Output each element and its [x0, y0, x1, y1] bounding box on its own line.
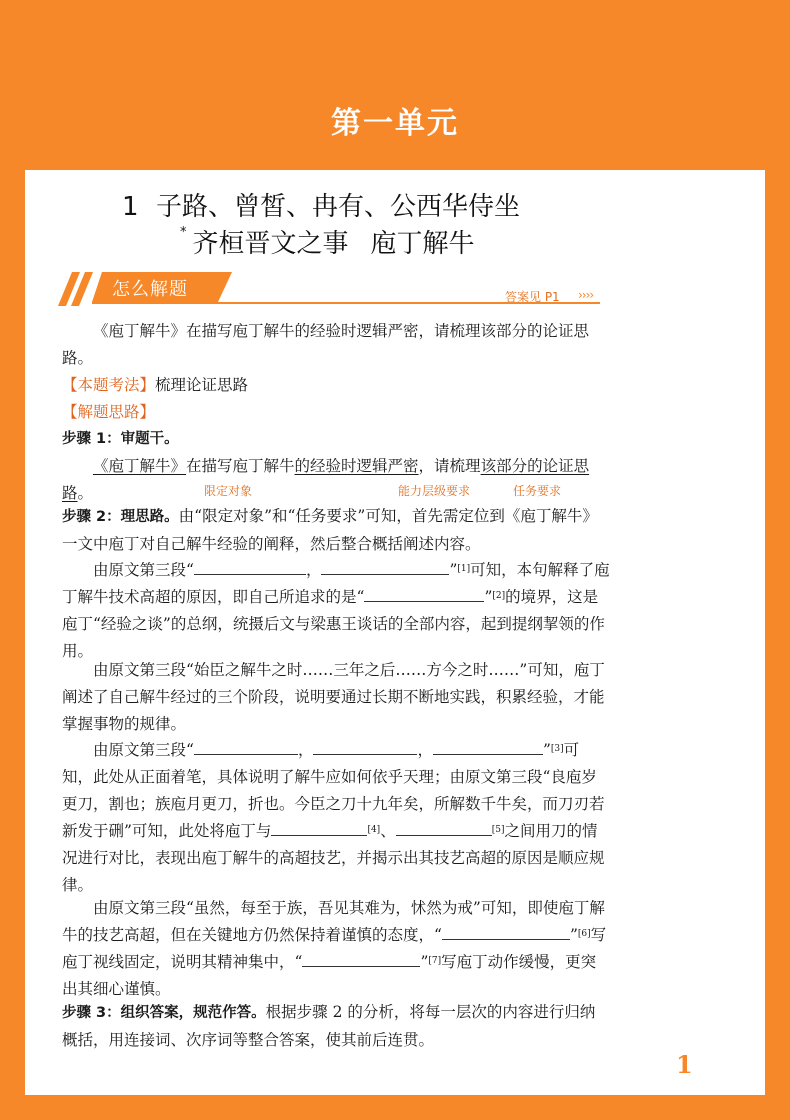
step1-text: 《庖丁解牛》在描写庖丁解牛的经验时逻辑严密，请梳理该部分的论证思路。	[62, 457, 590, 502]
label-task: 任务要求	[513, 484, 562, 498]
blank-6[interactable]	[442, 923, 570, 940]
approach-line	[62, 399, 610, 426]
question-text: 《庖丁解牛》在描写庖丁解牛的经验时逻辑严密，请梳理该部分的论证思路。	[62, 322, 590, 367]
answer-reference: 答案见 P1	[505, 290, 560, 304]
blank-4[interactable]	[271, 819, 367, 836]
method-text: 梳理论证思路	[155, 376, 249, 394]
step1-title: 步骤 1：审题干。	[62, 431, 179, 447]
blank-5[interactable]	[396, 819, 492, 836]
lesson-title-line1	[122, 186, 520, 223]
page-number: 1	[676, 1050, 693, 1079]
paragraph-3: 由原文第三段“ ， ， ”[3]可知，此处从正面着笔，具体说明了解牛应如何依乎天理；由原文第三段“良庖岁更刀，割也；族庖月更刀，折也。今臣之刀十九年矣，所解数千牛矣，而刀刃若新发于硎”可知，此处将庖丁与 [4]、 [5]之间用刀的情况进行对比，表现出庖丁解牛的高超技艺，并揭示出其技艺高超的原因是顺应规律。	[62, 737, 610, 899]
blank-3b[interactable]	[313, 738, 417, 755]
blank-7[interactable]	[302, 950, 420, 967]
step2-line	[62, 503, 610, 558]
lesson-number: 1	[122, 192, 139, 222]
lesson-title-2a: 齐桓晋文之事	[192, 229, 349, 259]
footnote-7: [7]	[428, 956, 442, 966]
paragraph-1: 由原文第三段“ ， ”[1]可知，本句解释了庖丁解牛技术高超的原因，即自己所追求的是“ ”[2]的境界，这是庖丁“经验之谈”的总纲，统摄后文与梁惠王谈话的全部内容，起到提纲挈领的作用。	[62, 557, 610, 665]
paragraph-2: 由原文第三段“始臣之解牛之时……三年之后……方今之时……”可知，庖丁阐述了自己解牛经过的三个阶段，说明要通过长期不断地实践，积累经验，才能掌握事物的规律。	[62, 661, 605, 733]
footnote-5: [5]	[491, 825, 505, 835]
step2-title: 步骤 2：理思路。	[62, 509, 179, 525]
label-ability: 能力层级要求	[398, 484, 471, 498]
approach-tag: 【解题思路】	[62, 403, 156, 421]
step1-task: 该部分的论证思路	[62, 457, 590, 502]
blank-1a[interactable]	[194, 558, 306, 575]
footnote-6: [6]	[577, 929, 591, 939]
step2-text: 由“限定对象”和“任务要求”可知，首先需定位到《庖丁解牛》一文中庖丁对自己解牛经验的阐释，然后整合概括阐述内容。	[62, 507, 598, 553]
stripes-decoration	[58, 272, 98, 306]
lesson-title-1: 子路、曾皙、冉有、公西华侍坐	[156, 192, 521, 222]
blank-2[interactable]	[364, 585, 484, 602]
footnote-2: [2]	[492, 591, 506, 601]
step3-title: 步骤 3：组织答案，规范作答。	[62, 1005, 266, 1021]
step3-text: 根据步骤 2 的分析，将每一层次的内容进行归纳概括，用连接词、次序词等整合答案，使其前后连贯。	[62, 1003, 596, 1049]
paragraph-4: 由原文第三段“虽然，每至于族，吾见其难为，怵然为戒”可知，即使庖丁解牛的技艺高超，但在关键地方仍然保持着谨慎的态度，“ ”[6]写庖丁视线固定，说明其精神集中，“ ”[7]写庖丁动作缓慢，更突出其细心谨慎。	[62, 899, 607, 998]
method-tag: 【本题考法】	[62, 376, 156, 394]
footnote-3: [3]	[550, 744, 564, 754]
footnote-1: [1]	[457, 564, 471, 574]
arrows-icon: ››››	[578, 288, 594, 302]
blank-3a[interactable]	[194, 738, 298, 755]
step1-ability: 的经验时逻辑严密	[294, 457, 419, 475]
lesson-title-line2	[180, 223, 475, 260]
method-line	[62, 372, 610, 399]
step1-target: 《庖丁解牛》	[93, 457, 187, 475]
blank-1b[interactable]	[321, 558, 449, 575]
section-label: 怎么解题	[112, 279, 188, 300]
label-target: 限定对象	[204, 484, 253, 498]
step3-line	[62, 999, 610, 1054]
optional-marker: *	[180, 225, 187, 240]
lesson-title-2b: 庖丁解牛	[370, 229, 475, 259]
blank-3c[interactable]	[433, 738, 543, 755]
unit-title: 第一单元	[331, 106, 459, 141]
footnote-4: [4]	[367, 825, 381, 835]
